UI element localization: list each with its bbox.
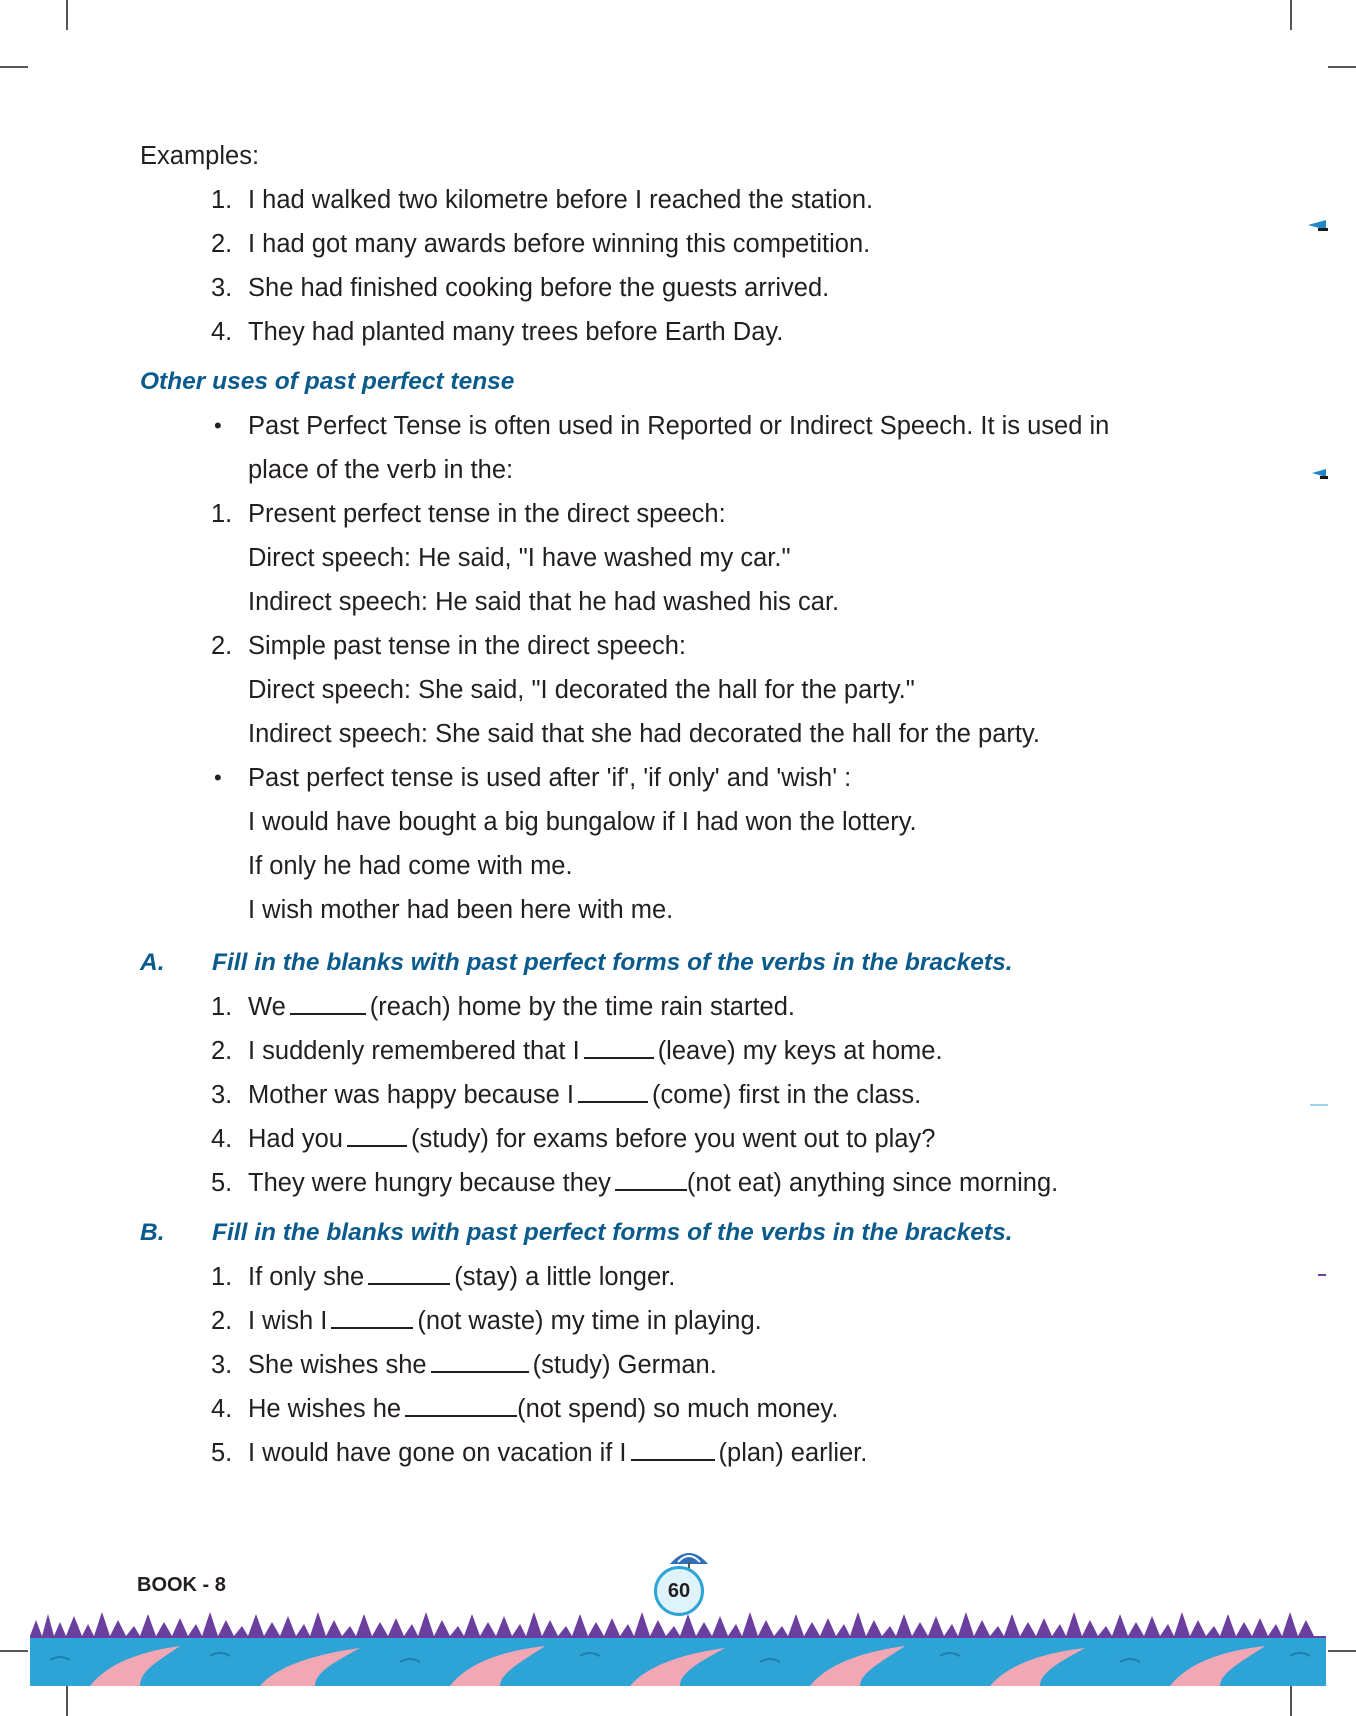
tree-line (30, 1612, 1326, 1642)
margin-arrow-icon (1306, 218, 1328, 232)
exercise-text: (not waste) my time in playing. (417, 1307, 762, 1335)
exercise-text: He wishes he (248, 1395, 402, 1423)
exercise-number: 3. (211, 1351, 233, 1379)
section-heading: Other uses of past perfect tense (140, 368, 515, 395)
exercise-text: They were hungry because they (248, 1169, 611, 1197)
exercise-number: 4. (211, 1395, 233, 1423)
exercise-number: 1. (211, 993, 233, 1021)
exercise-number: 2. (211, 1307, 233, 1335)
exercise-item (248, 1394, 838, 1424)
answer-blank[interactable] (405, 1397, 517, 1417)
indirect-speech: Indirect speech: She said that she had decorated the hall for the party. (248, 720, 1040, 748)
margin-arrow-icon (1310, 466, 1328, 480)
exercise-text: I would have gone on vacation if I (248, 1439, 627, 1467)
exercise-text: (come) first in the class. (652, 1081, 922, 1109)
exercise-text: If only she (248, 1263, 365, 1291)
exercise-item (248, 1168, 1058, 1198)
example-text: They had planted many trees before Earth Day. (248, 318, 784, 346)
answer-blank[interactable] (615, 1171, 687, 1191)
example-sentence: I would have bought a big bungalow if I had won the lottery. (248, 808, 917, 836)
exercise-number: 2. (211, 1037, 233, 1065)
list-title: Simple past tense in the direct speech: (248, 632, 686, 660)
margin-dash-icon (1318, 1272, 1328, 1280)
example-sentence: I wish mother had been here with me. (248, 896, 674, 924)
exercise-text: Mother was happy because I (248, 1081, 575, 1109)
exercise-text: (stay) a little longer. (454, 1263, 676, 1291)
example-number: 3. (211, 274, 233, 302)
exercise-text: She wishes she (248, 1351, 427, 1379)
list-number: 1. (211, 500, 233, 528)
exercise-letter: B. (140, 1219, 165, 1246)
exercise-text: I suddenly remembered that I (248, 1037, 580, 1065)
bullet-text: Past perfect tense is used after 'if', 'if only' and 'wish' : (248, 764, 852, 792)
exercise-number: 3. (211, 1081, 233, 1109)
crop-mark (1328, 1650, 1356, 1652)
crop-mark (0, 1650, 28, 1652)
exercise-number: 1. (211, 1263, 233, 1291)
example-text: I had got many awards before winning this competition. (248, 230, 871, 258)
exercise-item (248, 1080, 921, 1110)
exercise-item (248, 1262, 675, 1292)
list-title: Present perfect tense in the direct speech: (248, 500, 726, 528)
exercise-heading: Fill in the blanks with past perfect forms of the verbs in the brackets. (212, 1219, 1013, 1246)
exercise-heading: Fill in the blanks with past perfect forms of the verbs in the brackets. (212, 949, 1013, 976)
crop-mark (1328, 66, 1356, 68)
example-number: 4. (211, 318, 233, 346)
answer-blank[interactable] (290, 995, 366, 1015)
page-number: 60 (654, 1566, 704, 1616)
answer-blank[interactable] (631, 1441, 715, 1461)
bullet-icon: • (214, 765, 222, 790)
crop-mark (1290, 0, 1292, 30)
bullet-text: Past Perfect Tense is often used in Reported or Indirect Speech. It is used in (248, 412, 1110, 440)
exercise-text: (not eat) anything since morning. (686, 1169, 1059, 1197)
exercise-number: 5. (211, 1439, 233, 1467)
exercise-text: (study) German. (532, 1351, 717, 1379)
exercise-item (248, 1036, 943, 1066)
exercise-text: (plan) earlier. (718, 1439, 868, 1467)
answer-blank[interactable] (578, 1083, 648, 1103)
exercise-item (248, 1350, 717, 1380)
exercise-item (248, 992, 795, 1022)
example-text: I had walked two kilometre before I reached the station. (248, 186, 874, 214)
bullet-text: place of the verb in the: (248, 456, 514, 484)
direct-speech: Direct speech: She said, "I decorated the hall for the party." (248, 676, 915, 704)
exercise-text: (not spend) so much money. (517, 1395, 839, 1423)
exercise-number: 4. (211, 1125, 233, 1153)
exercise-text: We (248, 993, 286, 1021)
bullet-icon: • (214, 413, 222, 438)
exercise-item (248, 1306, 762, 1336)
exercise-text: (reach) home by the time rain started. (369, 993, 795, 1021)
answer-blank[interactable] (431, 1353, 529, 1373)
example-sentence: If only he had come with me. (248, 852, 573, 880)
exercise-text: Had you (248, 1125, 343, 1153)
crop-mark (66, 1686, 68, 1716)
answer-blank[interactable] (368, 1265, 450, 1285)
answer-blank[interactable] (584, 1039, 654, 1059)
list-number: 2. (211, 632, 233, 660)
direct-speech: Direct speech: He said, "I have washed my car." (248, 544, 791, 572)
examples-label: Examples: (140, 142, 260, 170)
indirect-speech: Indirect speech: He said that he had washed his car. (248, 588, 840, 616)
answer-blank[interactable] (347, 1127, 407, 1147)
exercise-text: (study) for exams before you went out to play? (410, 1125, 936, 1153)
exercise-number: 5. (211, 1169, 233, 1197)
example-text: She had finished cooking before the guests arrived. (248, 274, 830, 302)
crop-mark (1290, 1686, 1292, 1716)
exercise-item (248, 1124, 935, 1154)
margin-dash-icon (1310, 1102, 1328, 1108)
exercise-item (248, 1438, 867, 1468)
exercise-letter: A. (140, 949, 165, 976)
book-label: BOOK - 8 (137, 1574, 226, 1596)
crop-mark (66, 0, 68, 30)
exercise-text: I wish I (248, 1307, 328, 1335)
example-number: 1. (211, 186, 233, 214)
exercise-text: (leave) my keys at home. (657, 1037, 943, 1065)
example-number: 2. (211, 230, 233, 258)
crop-mark (0, 66, 28, 68)
answer-blank[interactable] (331, 1309, 413, 1329)
